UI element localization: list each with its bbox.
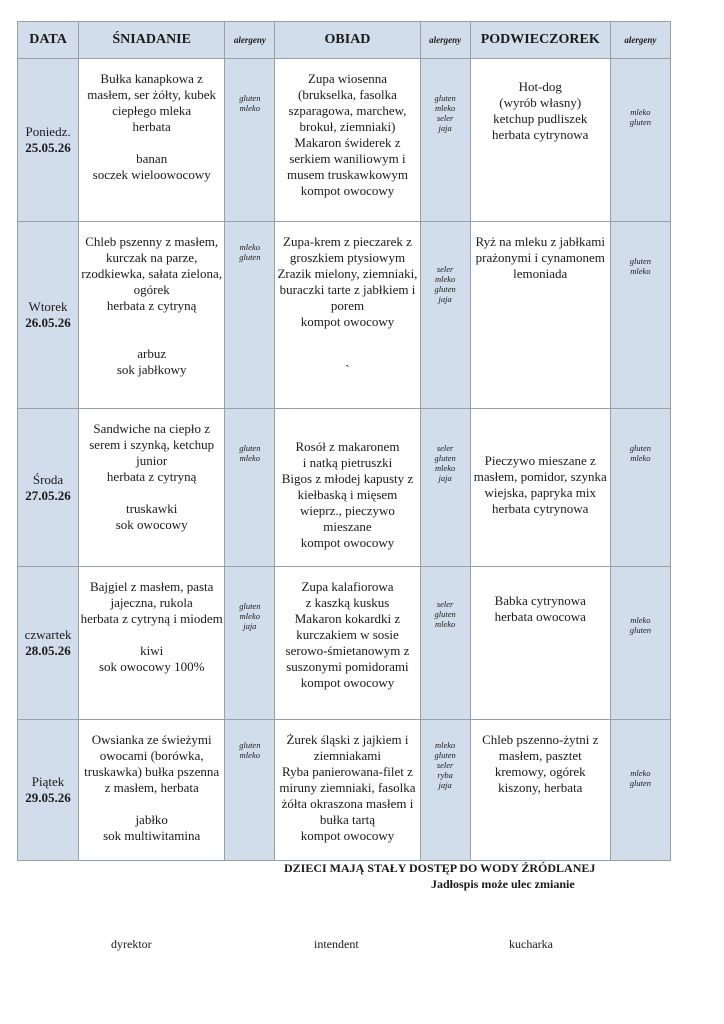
lunch-line: kiełbaską i mięsem (297, 487, 398, 502)
breakfast-line: z masłem, herbata (104, 780, 199, 795)
allergen-item: ryba (437, 770, 453, 780)
snack-line: Pieczywo mieszane z (484, 453, 596, 468)
breakfast-allergens-cell (225, 222, 275, 409)
header-allergens-lunch: alergeny (420, 22, 470, 59)
breakfast-line: jajeczna, rukola (110, 595, 193, 610)
allergen-item: mleko (630, 107, 651, 117)
lunch-cell (275, 222, 420, 409)
allergen-item: gluten (434, 284, 456, 294)
lunch-cell (275, 720, 420, 861)
lunch-line: brokuł, ziemniaki) (299, 119, 396, 134)
lunch-line: porem (330, 298, 365, 313)
breakfast-allergens-cell (225, 567, 275, 720)
lunch-allergens-cell (420, 59, 470, 222)
lunch-line: kurczakiem w sosie (296, 627, 399, 642)
allergen-item: gluten (239, 443, 261, 453)
day-row (18, 222, 671, 409)
signature-director: dyrektor (111, 937, 152, 951)
allergen-item: mleko (630, 768, 651, 778)
lunch-line: żółta okraszona masłem i (281, 796, 414, 811)
snack-cell (470, 720, 610, 861)
lunch-line: wieprz., pieczywo (300, 503, 395, 518)
snack-line: Babka cytrynowa (494, 593, 586, 608)
allergen-item: mleko (239, 242, 260, 252)
allergen-item: seler (436, 599, 454, 609)
lunch-line: Ryba panierowana-filet z (282, 764, 413, 779)
breakfast-line (79, 485, 224, 501)
breakfast-cell (79, 720, 225, 861)
snack-line: (wyrób własny) (499, 95, 582, 110)
breakfast-line: banan (136, 151, 168, 166)
allergen-item: mleko (630, 266, 651, 276)
snack-line: herbata cytrynowa (492, 127, 589, 142)
allergen-item: gluten (239, 601, 261, 611)
allergen-item: gluten (434, 750, 456, 760)
lunch-line: serkiem waniliowym i (289, 151, 406, 166)
breakfast-line (79, 135, 224, 151)
allergen-item: gluten (629, 778, 652, 788)
allergen-item: jaja (438, 780, 452, 790)
lunch-line: kompot owocowy (300, 828, 395, 843)
day-name: Piątek (31, 774, 65, 789)
snack-line: ketchup pudliszek (493, 111, 588, 126)
allergen-item: mleko (630, 615, 651, 625)
day-date: 29.05.26 (25, 790, 71, 805)
breakfast-allergens-cell (225, 59, 275, 222)
lunch-line: suszonymi pomidorami (286, 659, 409, 674)
allergen-item: gluten (434, 453, 456, 463)
day-name: Poniedz. (25, 124, 71, 139)
breakfast-line (79, 330, 224, 346)
lunch-line: bułka tartą (319, 812, 376, 827)
breakfast-line: Owsianka ze świeżymi (91, 732, 212, 747)
header-breakfast: ŚNIADANIE (79, 22, 225, 59)
breakfast-line: herbata z cytryną (106, 298, 197, 313)
snack-allergens-cell (610, 409, 670, 567)
breakfast-line (79, 796, 224, 812)
breakfast-line: herbata z cytryną i miodem (80, 611, 223, 626)
lunch-line: musem truskawkowym (286, 167, 408, 182)
day-date: 28.05.26 (25, 643, 71, 658)
allergen-item: gluten (434, 93, 456, 103)
snack-line: prażonymi i cynamonem (475, 250, 605, 265)
day-cell (18, 222, 79, 409)
day-row (18, 567, 671, 720)
lunch-line: kompot owocowy (300, 314, 395, 329)
lunch-allergens-cell (420, 409, 470, 567)
breakfast-line: herbata z cytryną (106, 469, 197, 484)
allergen-item: seler (436, 264, 454, 274)
allergen-item: seler (436, 113, 454, 123)
allergen-item: mleko (434, 463, 456, 473)
snack-cell (470, 222, 610, 409)
day-row (18, 59, 671, 222)
breakfast-cell (79, 567, 225, 720)
breakfast-line: kurczak na parze, (106, 250, 198, 265)
signature-steward: intendent (314, 937, 359, 951)
snack-line: herbata owocowa (494, 609, 586, 624)
lunch-line: z kaszką kuskus (305, 595, 390, 610)
allergen-item: jaja (438, 123, 452, 133)
breakfast-line: rzodkiewka, sałata zielona, (81, 266, 223, 281)
snack-allergens-cell (610, 720, 670, 861)
allergen-item: mleko (434, 619, 456, 629)
allergen-item: mleko (239, 750, 260, 760)
breakfast-line: ciepłego mleka (112, 103, 192, 118)
snack-cell (470, 409, 610, 567)
allergen-item: seler (436, 760, 454, 770)
allergen-item: gluten (434, 609, 456, 619)
breakfast-cell (79, 222, 225, 409)
lunch-cell (275, 567, 420, 720)
snack-line: Chleb pszenno-żytni z (482, 732, 599, 747)
day-cell (18, 409, 79, 567)
lunch-line: mieszane (323, 519, 372, 534)
day-row (18, 409, 671, 567)
day-name: czwartek (24, 627, 72, 642)
lunch-line (275, 330, 419, 346)
lunch-line: Żurek śląski z jajkiem i (286, 732, 409, 747)
lunch-line: Makaron kokardki z (294, 611, 401, 626)
breakfast-line: kiwi (140, 643, 164, 658)
menu-table (17, 21, 671, 861)
allergen-item: jaja (243, 621, 257, 631)
lunch-line: groszkiem ptysiowym (289, 250, 406, 265)
breakfast-cell (79, 59, 225, 222)
day-date: 25.05.26 (25, 140, 71, 155)
header-row (18, 22, 671, 59)
water-note: DZIECI MAJĄ STAŁY DOSTĘP DO WODY ŹRÓDLANEJ (284, 861, 596, 875)
breakfast-allergens-cell (225, 720, 275, 861)
lunch-line: (brukselka, fasolka (298, 87, 397, 102)
lunch-allergens-cell (420, 567, 470, 720)
lunch-line: buraczki tarte z jabłkiem i (279, 282, 416, 297)
breakfast-line: soczek wieloowocowy (92, 167, 211, 182)
breakfast-line (79, 627, 224, 643)
snack-line: lemoniada (513, 266, 568, 281)
allergen-item: mleko (630, 453, 651, 463)
breakfast-line: owocami (borówka, (99, 748, 204, 763)
lunch-line: Zupa kalafiorowa (301, 579, 394, 594)
allergen-item: gluten (239, 740, 261, 750)
snack-cell (470, 59, 610, 222)
allergen-item: gluten (239, 93, 261, 103)
breakfast-line: sok jabłkowy (116, 362, 187, 377)
header-allergens-breakfast: alergeny (225, 22, 275, 59)
breakfast-allergens-cell (225, 409, 275, 567)
snack-cell (470, 567, 610, 720)
allergen-item: mleko (239, 103, 260, 113)
snack-line: masłem, pomidor, szynka (473, 469, 607, 484)
lunch-line: Zrazik mielony, ziemniaki, (277, 266, 418, 281)
breakfast-line: Bułka kanapkowa z (100, 71, 203, 86)
lunch-line: Zupa-krem z pieczarek z (283, 234, 412, 249)
header-lunch: OBIAD (275, 22, 420, 59)
allergen-item: mleko (434, 274, 456, 284)
lunch-line: kompot owocowy (300, 183, 395, 198)
day-date: 26.05.26 (25, 315, 71, 330)
lunch-line: Bigos z młodej kapusty z (281, 471, 414, 486)
day-name: Wtorek (28, 299, 68, 314)
snack-line: Ryż na mleku z jabłkami (475, 234, 605, 249)
header-snack: PODWIECZOREK (470, 22, 610, 59)
lunch-line (275, 346, 419, 362)
allergen-item: mleko (434, 740, 456, 750)
day-name: Środa (32, 471, 64, 487)
lunch-line: ` (345, 362, 350, 377)
allergen-item: jaja (438, 294, 452, 304)
breakfast-line: truskawki (126, 501, 178, 516)
breakfast-cell (79, 409, 225, 567)
lunch-cell (275, 409, 420, 567)
day-cell (18, 59, 79, 222)
lunch-line: miruny ziemniaki, fasolka (279, 780, 416, 795)
lunch-line: Makaron świderek z (294, 135, 401, 150)
lunch-line: kompot owocowy (300, 675, 395, 690)
breakfast-line: Bajgiel z masłem, pasta (89, 579, 214, 594)
breakfast-line (79, 314, 224, 330)
allergen-item: mleko (239, 611, 260, 621)
allergen-item: gluten (629, 625, 652, 635)
breakfast-line: Chleb pszenny z masłem, (85, 234, 219, 249)
allergen-item: mleko (239, 453, 260, 463)
lunch-line: i natką pietruszki (302, 455, 393, 470)
header-allergens-snack: alergeny (610, 22, 670, 59)
lunch-cell (275, 59, 420, 222)
allergen-item: seler (436, 443, 454, 453)
breakfast-line: arbuz (137, 346, 167, 361)
allergen-item: gluten (239, 252, 261, 262)
day-cell (18, 567, 79, 720)
signature-cook: kucharka (509, 937, 553, 951)
breakfast-line: serem i szynką, ketchup (89, 437, 215, 452)
allergen-item: jaja (438, 473, 452, 483)
breakfast-line: sok owocowy (115, 517, 188, 532)
change-note: Jadłospis może ulec zmianie (431, 877, 575, 891)
breakfast-line: sok owocowy 100% (98, 659, 205, 674)
lunch-allergens-cell (420, 720, 470, 861)
allergen-item: gluten (629, 443, 652, 453)
snack-line: wiejska, papryka mix (484, 485, 597, 500)
snack-line: kiszony, herbata (498, 780, 583, 795)
breakfast-line: herbata (132, 119, 171, 134)
snack-line: herbata cytrynowa (492, 501, 589, 516)
lunch-line: kompot owocowy (300, 535, 395, 550)
breakfast-line: junior (136, 453, 168, 468)
lunch-line: Zupa wiosenna (307, 71, 387, 86)
snack-allergens-cell (610, 567, 670, 720)
day-cell (18, 720, 79, 861)
snack-line: masłem, pasztet (498, 748, 582, 763)
allergen-item: mleko (434, 103, 456, 113)
breakfast-line: ogórek (133, 282, 170, 297)
header-date: DATA (18, 22, 79, 59)
lunch-line: serowo-śmietanowym z (285, 643, 410, 658)
day-row (18, 720, 671, 861)
lunch-line: Rosół z makaronem (295, 439, 400, 454)
snack-line: Hot-dog (518, 79, 562, 94)
breakfast-line: truskawka) bułka pszenna (84, 764, 220, 779)
snack-allergens-cell (610, 59, 670, 222)
snack-line: kremowy, ogórek (494, 764, 586, 779)
breakfast-line: masłem, ser żółty, kubek (87, 87, 217, 102)
day-date: 27.05.26 (25, 487, 71, 503)
snack-allergens-cell (610, 222, 670, 409)
allergen-item: gluten (629, 256, 652, 266)
breakfast-line: Sandwiche na ciepło z (93, 421, 210, 436)
allergen-item: gluten (629, 117, 652, 127)
breakfast-line: sok multiwitamina (103, 828, 201, 843)
lunch-allergens-cell (420, 222, 470, 409)
lunch-line: szparagowa, marchew, (288, 103, 407, 118)
lunch-line: ziemniakami (313, 748, 382, 763)
breakfast-line: jabłko (135, 812, 168, 827)
